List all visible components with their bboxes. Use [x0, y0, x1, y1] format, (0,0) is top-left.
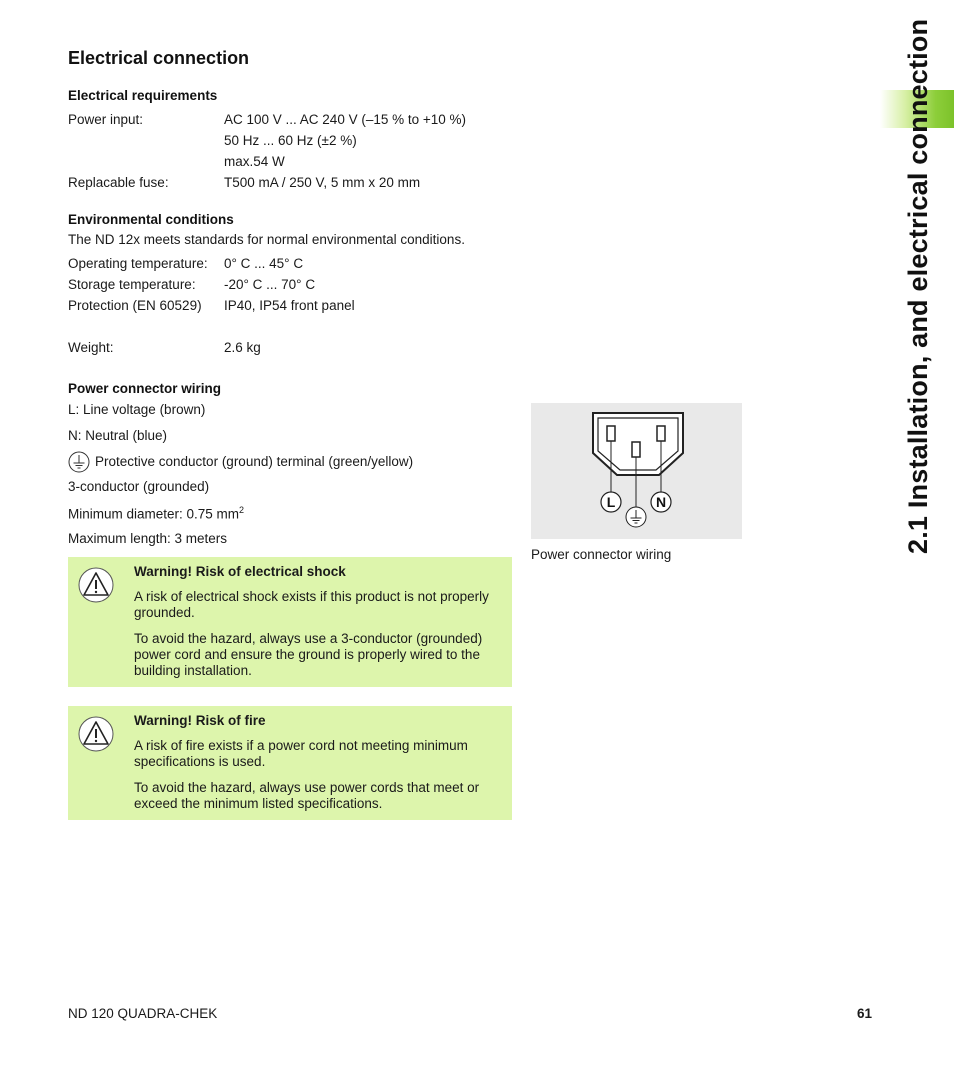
- warning-text: A risk of fire exists if a power cord not meeting minimum specifications is used.: [134, 738, 468, 769]
- power-input-value-1: AC 100 V ... AC 240 V (–15 % to +10 %): [224, 112, 467, 127]
- warning-text: A risk of electrical shock exists if this product is not properly grounded.: [134, 589, 489, 620]
- wiring-line: L: Line voltage (brown): [68, 402, 206, 417]
- warning-fire: [68, 706, 512, 820]
- power-connector-diagram: [531, 403, 742, 539]
- wiring-neutral: N: Neutral (blue): [68, 428, 168, 443]
- chapter-side-title: 2.1 Installation, and electrical connection: [903, 18, 933, 554]
- power-input-value-3: max.54 W: [224, 154, 285, 169]
- figure-ground-icon: [626, 507, 646, 527]
- electrical-requirements-title: Electrical requirements: [68, 88, 218, 103]
- warning-text: To avoid the hazard, always use power cords that meet or exceed the minimum listed specifications.: [134, 780, 480, 811]
- fuse-value: T500 mA / 250 V, 5 mm x 20 mm: [224, 175, 421, 190]
- connector-figure: [531, 403, 742, 539]
- env-value: -20° C ... 70° C: [224, 277, 316, 292]
- footer-product: ND 120 QUADRA-CHEK: [68, 1006, 218, 1021]
- env-label: Operating temperature:: [68, 256, 208, 271]
- power-input-value-2: 50 Hz ... 60 Hz (±2 %): [224, 133, 357, 148]
- warning-electrical-shock: [68, 557, 512, 687]
- wiring-diameter: [68, 505, 244, 522]
- figure-label-l: L: [606, 494, 616, 510]
- page-number: 61: [857, 1006, 873, 1021]
- fuse-label: Replacable fuse:: [68, 175, 169, 190]
- power-input-label: Power input:: [68, 112, 144, 127]
- wiring-diameter-text: Minimum diameter: 0.75 mm: [68, 506, 240, 522]
- env-value: 2.6 kg: [224, 340, 261, 355]
- figure-caption: Power connector wiring: [531, 547, 672, 562]
- wiring-diameter-sup: 2: [239, 505, 245, 515]
- ground-symbol-icon: [68, 451, 90, 473]
- warning-triangle-icon: [77, 716, 115, 752]
- wiring-title: Power connector wiring: [68, 381, 222, 396]
- wiring-length: Maximum length: 3 meters: [68, 531, 228, 546]
- env-label: Storage temperature:: [68, 277, 196, 292]
- env-value: 0° C ... 45° C: [224, 256, 304, 271]
- warning-triangle-icon: [77, 567, 115, 603]
- figure-label-n: N: [655, 494, 667, 510]
- wiring-ground-text: Protective conductor (ground) terminal (green/yellow): [95, 454, 414, 469]
- env-label: Weight:: [68, 340, 114, 355]
- env-label: Protection (EN 60529): [68, 298, 202, 313]
- env-value: IP40, IP54 front panel: [224, 298, 355, 313]
- warning-title: Warning! Risk of fire: [134, 713, 266, 728]
- warning-title: Warning! Risk of electrical shock: [134, 564, 346, 579]
- page-heading: Electrical connection: [68, 48, 250, 68]
- warning-text: To avoid the hazard, always use a 3-conductor (grounded) power cord and ensure the ground is properly wired to the building installation.: [134, 631, 483, 678]
- wiring-conductor: 3-conductor (grounded): [68, 479, 210, 494]
- environment-intro: The ND 12x meets standards for normal environmental conditions.: [68, 232, 465, 247]
- environmental-conditions-title: Environmental conditions: [68, 212, 234, 227]
